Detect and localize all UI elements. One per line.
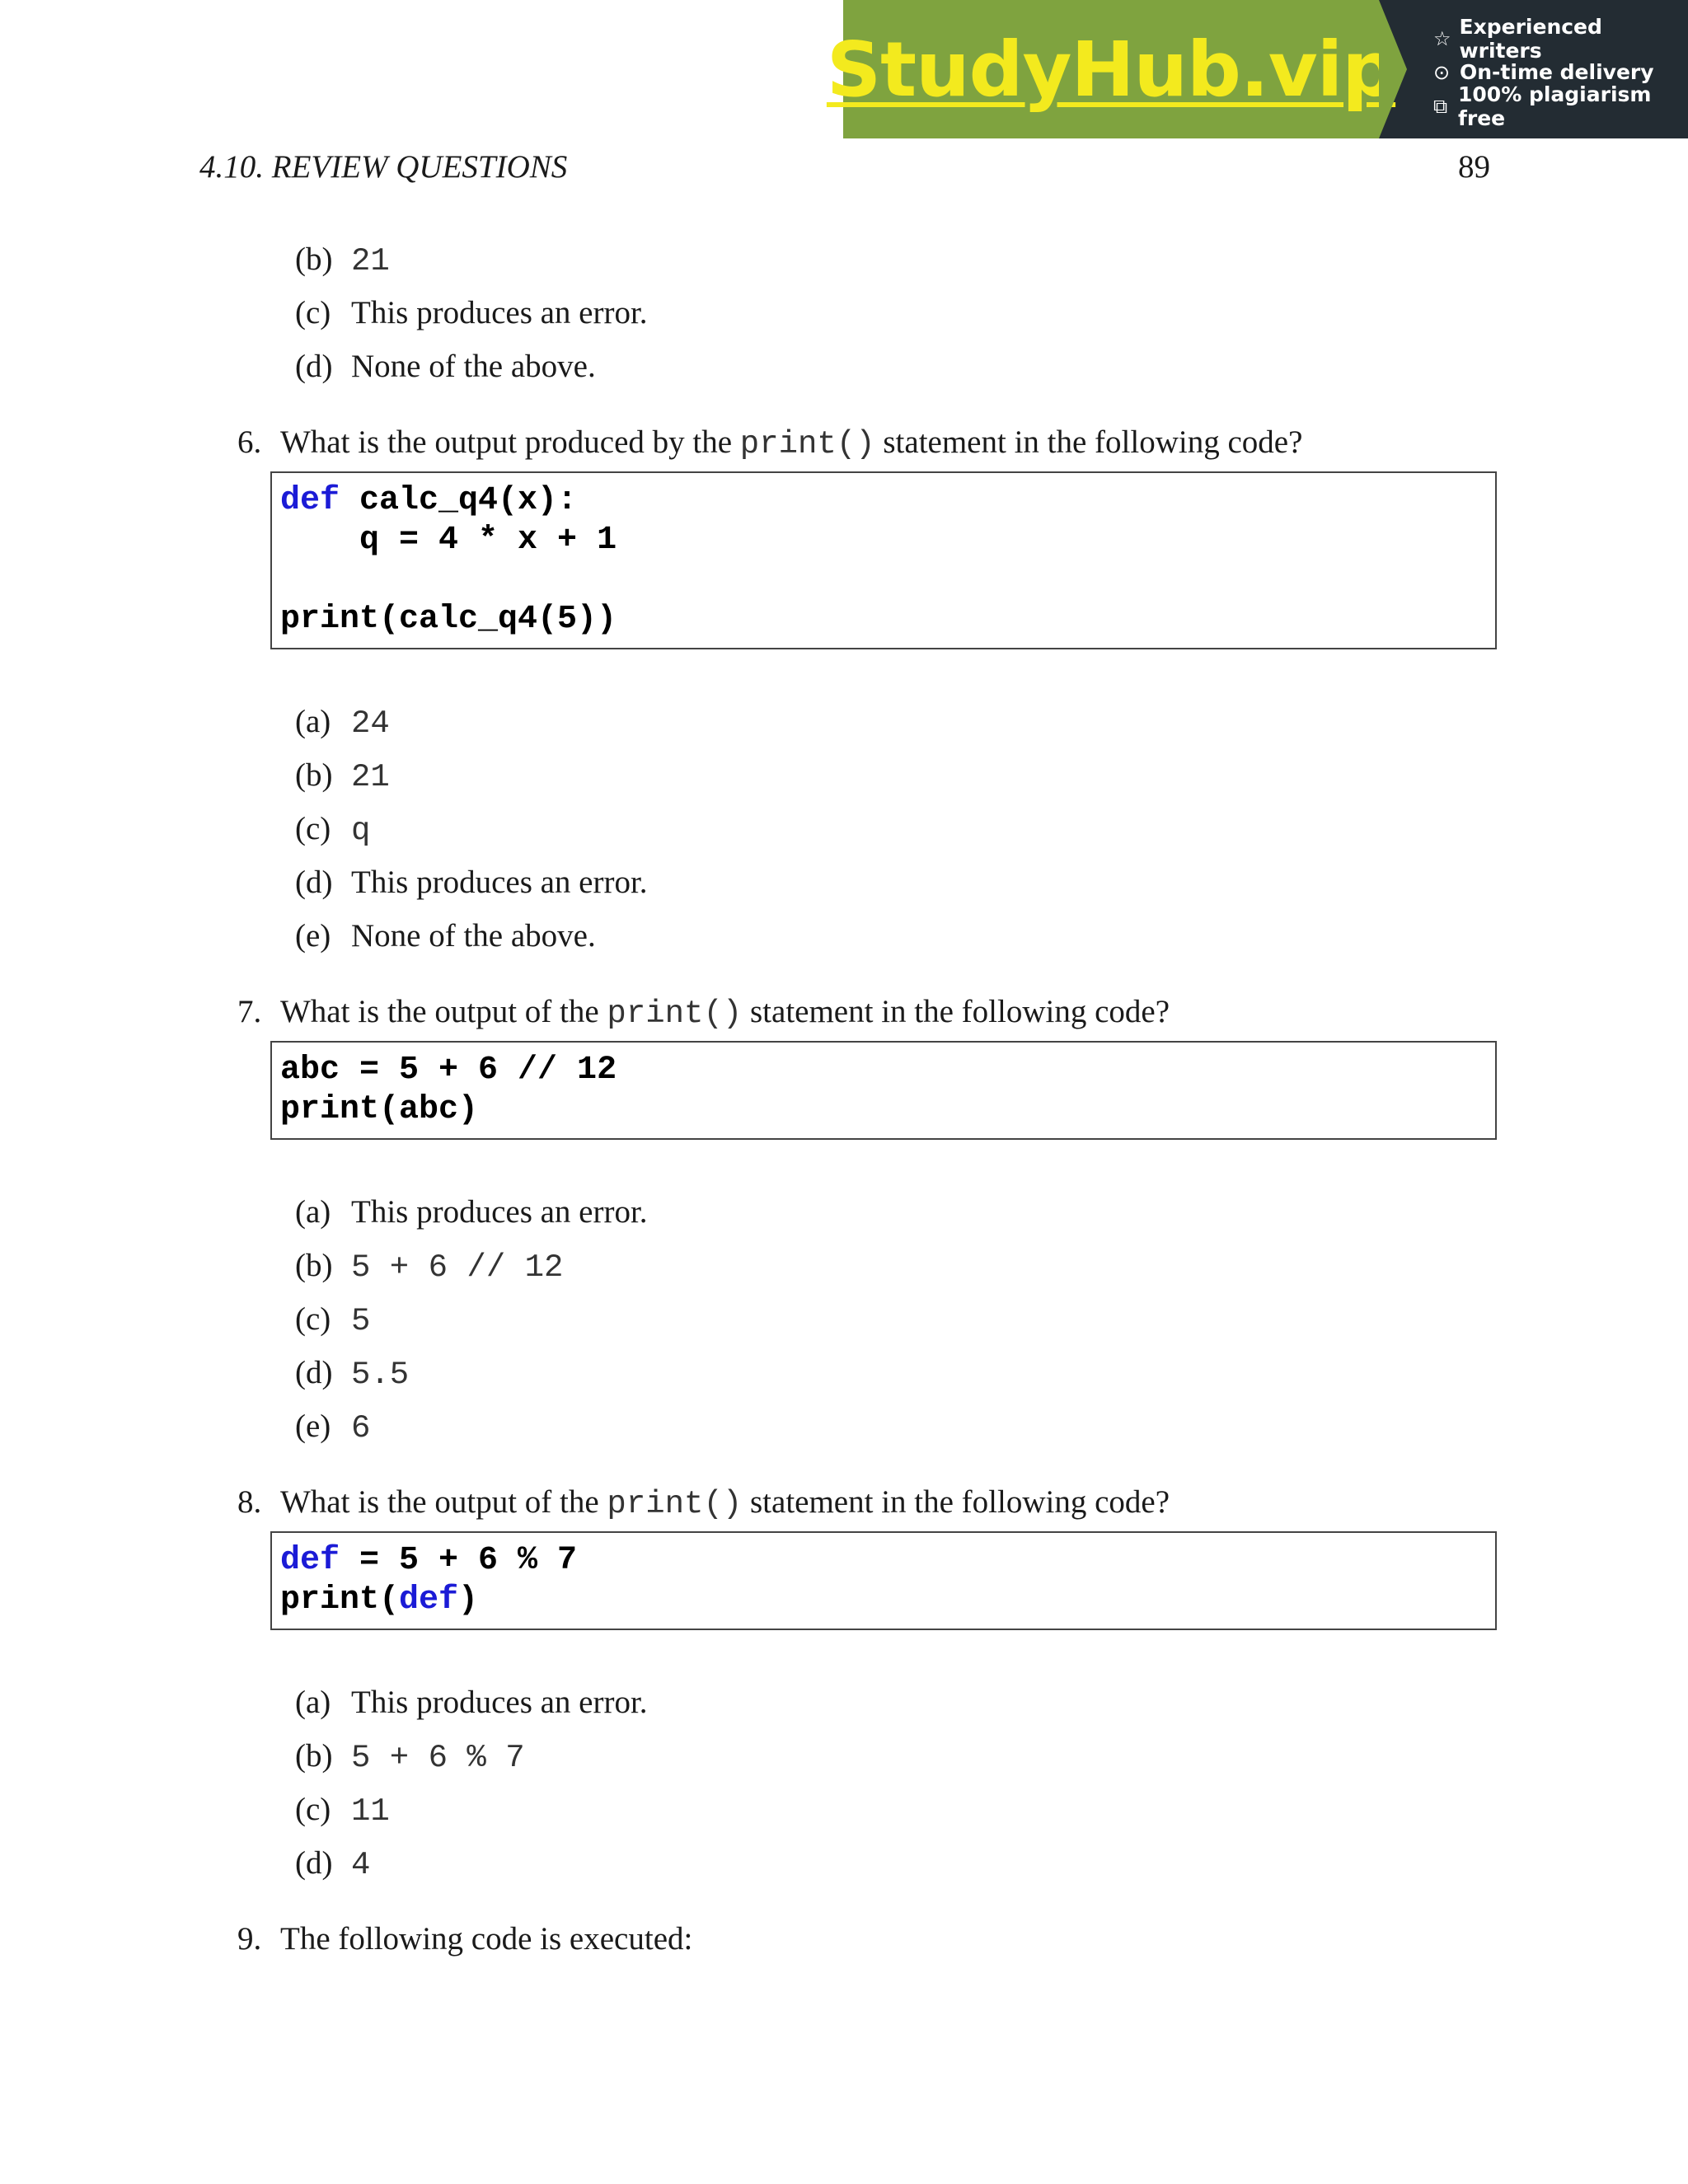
feature-label: On-time delivery — [1460, 60, 1654, 84]
q7-option-a: (a) This produces an error. — [295, 1194, 648, 1230]
clock-icon: ⊙ — [1433, 60, 1451, 84]
star-icon: ☆ — [1433, 26, 1451, 50]
banner-features — [1379, 0, 1688, 138]
q6-option-b: (b) 21 — [295, 757, 390, 795]
page-number: 89 — [1458, 149, 1490, 185]
q7-option-c: (c) 5 — [295, 1301, 371, 1339]
q8-option-d: (d) 4 — [295, 1845, 371, 1883]
feature-label: Experienced writers — [1459, 14, 1602, 63]
question-6: 6. What is the output produced by the print() statement in the following code? — [237, 424, 1303, 462]
section-title: 4.10. REVIEW QUESTIONS — [199, 149, 568, 185]
feature-experienced-writers — [1433, 14, 1688, 63]
question-9: 9. The following code is executed: — [237, 1921, 693, 1957]
q6-option-c: (c) q — [295, 811, 371, 849]
q8-option-c: (c) 11 — [295, 1792, 390, 1830]
q6-option-d: (d) This produces an error. — [295, 865, 648, 900]
studyhub-banner[interactable] — [826, 0, 1688, 138]
feature-plagiarism-free — [1433, 82, 1688, 130]
feature-label: 100% plagiarism free — [1458, 82, 1652, 130]
copy-icon: ⧉ — [1433, 94, 1448, 118]
q7-option-e: (e) 6 — [295, 1408, 371, 1446]
q8-option-a: (a) This produces an error. — [295, 1685, 648, 1720]
q5-option-b: (b) 21 — [295, 241, 390, 279]
q5-option-c: (c) This produces an error. — [295, 295, 648, 330]
question-8: 8. What is the output of the print() statement in the following code? — [237, 1484, 1170, 1522]
q6-option-a: (a) 24 — [295, 704, 390, 742]
question-7: 7. What is the output of the print() statement in the following code? — [237, 994, 1170, 1032]
q8-code-block: def = 5 + 6 % 7 print(def) — [270, 1531, 1497, 1630]
q5-option-d: (d) None of the above. — [295, 349, 596, 384]
q8-option-b: (b) 5 + 6 % 7 — [295, 1738, 525, 1776]
q7-code-block: abc = 5 + 6 // 12 print(abc) — [270, 1041, 1497, 1140]
studyhub-logo[interactable] — [826, 0, 1396, 138]
q7-option-d: (d) 5.5 — [295, 1355, 410, 1393]
running-head — [199, 148, 1490, 190]
logo-text: StudyHub.vip — [826, 25, 1396, 114]
q7-option-b: (b) 5 + 6 // 12 — [295, 1248, 564, 1286]
q6-code-block: def calc_q4(x): q = 4 * x + 1 print(calc_q4(5)) — [270, 471, 1497, 649]
q6-option-e: (e) None of the above. — [295, 918, 596, 954]
